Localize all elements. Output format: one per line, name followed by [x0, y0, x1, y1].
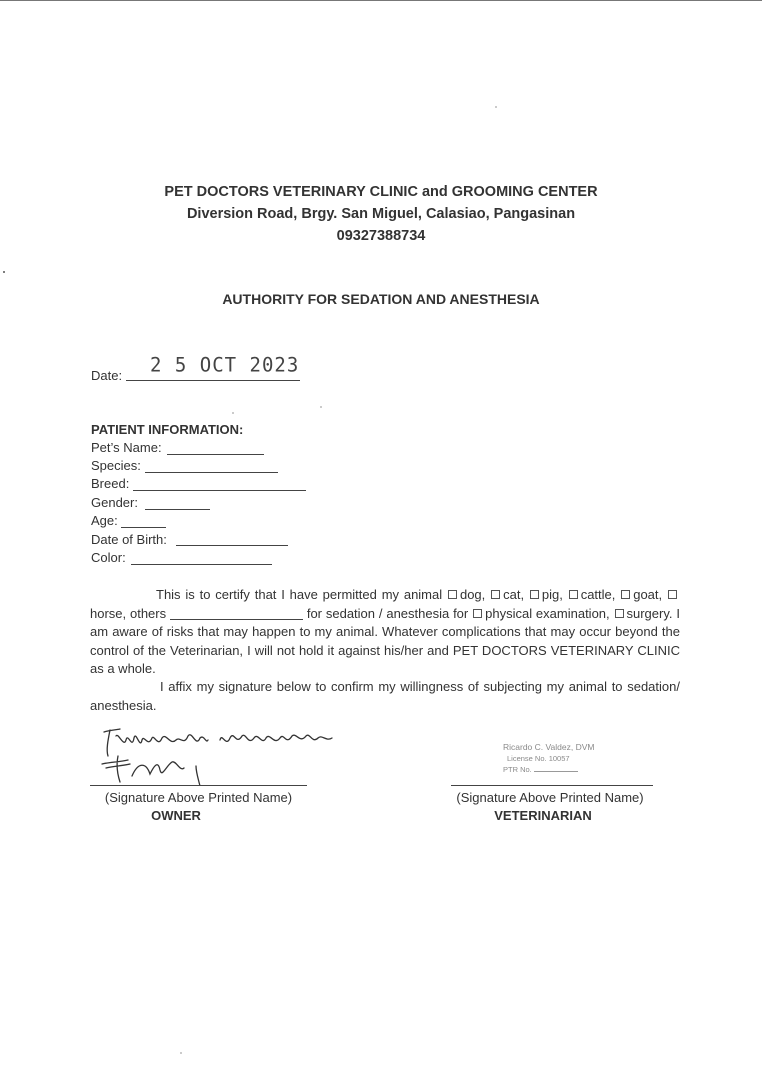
- vet-role: VETERINARIAN: [494, 808, 592, 823]
- affix-text: I affix my signature below to confirm my willingness of subjecting my animal to sedation/ anesthesia.: [90, 679, 680, 713]
- physical-exam-checkbox[interactable]: [473, 609, 482, 618]
- breed-label: Breed:: [91, 476, 130, 491]
- age-label: Age:: [91, 513, 118, 528]
- age-line: [121, 527, 166, 528]
- owner-role: OWNER: [151, 808, 201, 823]
- cattle-option: cattle,: [580, 587, 616, 602]
- horse-others-option: horse, others: [90, 605, 167, 621]
- scan-speck: [232, 412, 234, 414]
- species-line: [145, 472, 278, 473]
- form-title: AUTHORITY FOR SEDATION AND ANESTHESIA: [222, 291, 540, 307]
- color-line: [131, 564, 272, 565]
- vet-stamp-ptr-line: [534, 765, 578, 772]
- surgery-and-risks-text: surgery. I am aware of risks that may happen to my animal. Whatever complications that may occur beyond the control of the Veterinarian, I will not hold it against his/her and PET DOCTORS VETERINARY CLINIC as a whole.: [90, 605, 680, 676]
- consent-intro: This is to certify that I have permitted my animal: [156, 587, 443, 602]
- vet-stamp: [503, 742, 594, 775]
- gender-line: [145, 509, 210, 510]
- vet-stamp-name: Ricardo C. Valdez, DVM: [503, 742, 595, 752]
- color-label: Color:: [91, 550, 126, 565]
- dob-line: [176, 545, 288, 546]
- vet-stamp-ptr: PTR No.: [503, 765, 532, 774]
- pet-name-label: Pet’s Name:: [91, 440, 162, 455]
- date-label: Date:: [91, 368, 123, 383]
- gender-label: Gender:: [91, 495, 138, 510]
- date-value: 2 5 OCT 2023: [150, 353, 300, 377]
- owner-signature-line: [90, 785, 307, 786]
- cat-option: cat,: [503, 587, 525, 602]
- vet-signature-line: [451, 785, 653, 786]
- dog-checkbox[interactable]: [448, 590, 457, 599]
- affix-paragraph: [90, 678, 680, 715]
- pet-name-line: [167, 454, 264, 455]
- horse-checkbox[interactable]: [668, 590, 677, 599]
- pig-option: pig,: [541, 587, 563, 602]
- scan-speck: [495, 106, 497, 108]
- clinic-name: PET DOCTORS VETERINARY CLINIC and GROOMING CENTER: [164, 184, 598, 200]
- clinic-address: Diversion Road, Brgy. San Miguel, Calasiao, Pangasinan: [186, 206, 576, 222]
- owner-signature-icon: [96, 726, 356, 786]
- cat-checkbox[interactable]: [491, 590, 500, 599]
- breed-line: [133, 490, 306, 491]
- consent-paragraph: [90, 586, 680, 679]
- vet-caption: (Signature Above Printed Name): [456, 790, 644, 805]
- vet-stamp-license: License No. 10057: [507, 754, 570, 763]
- patient-heading: PATIENT INFORMATION:: [91, 422, 244, 437]
- owner-caption: (Signature Above Printed Name): [104, 790, 293, 805]
- scan-speck: [180, 1052, 182, 1054]
- scan-speck: [3, 271, 5, 273]
- clinic-phone: 09327388734: [336, 228, 426, 244]
- scan-speck: [320, 406, 322, 408]
- species-label: Species:: [91, 458, 141, 473]
- sedation-text: for sedation / anesthesia for: [306, 605, 469, 621]
- dob-label: Date of Birth:: [91, 532, 167, 547]
- date-line: [126, 380, 300, 381]
- goat-checkbox[interactable]: [621, 590, 630, 599]
- goat-option: goat,: [633, 587, 663, 602]
- scan-top-edge: [0, 0, 762, 1]
- dog-option: dog,: [459, 587, 486, 602]
- physical-exam-option: physical examination,: [485, 605, 610, 621]
- others-blank[interactable]: [170, 607, 303, 620]
- cattle-checkbox[interactable]: [569, 590, 578, 599]
- pig-checkbox[interactable]: [530, 590, 539, 599]
- surgery-checkbox[interactable]: [615, 609, 624, 618]
